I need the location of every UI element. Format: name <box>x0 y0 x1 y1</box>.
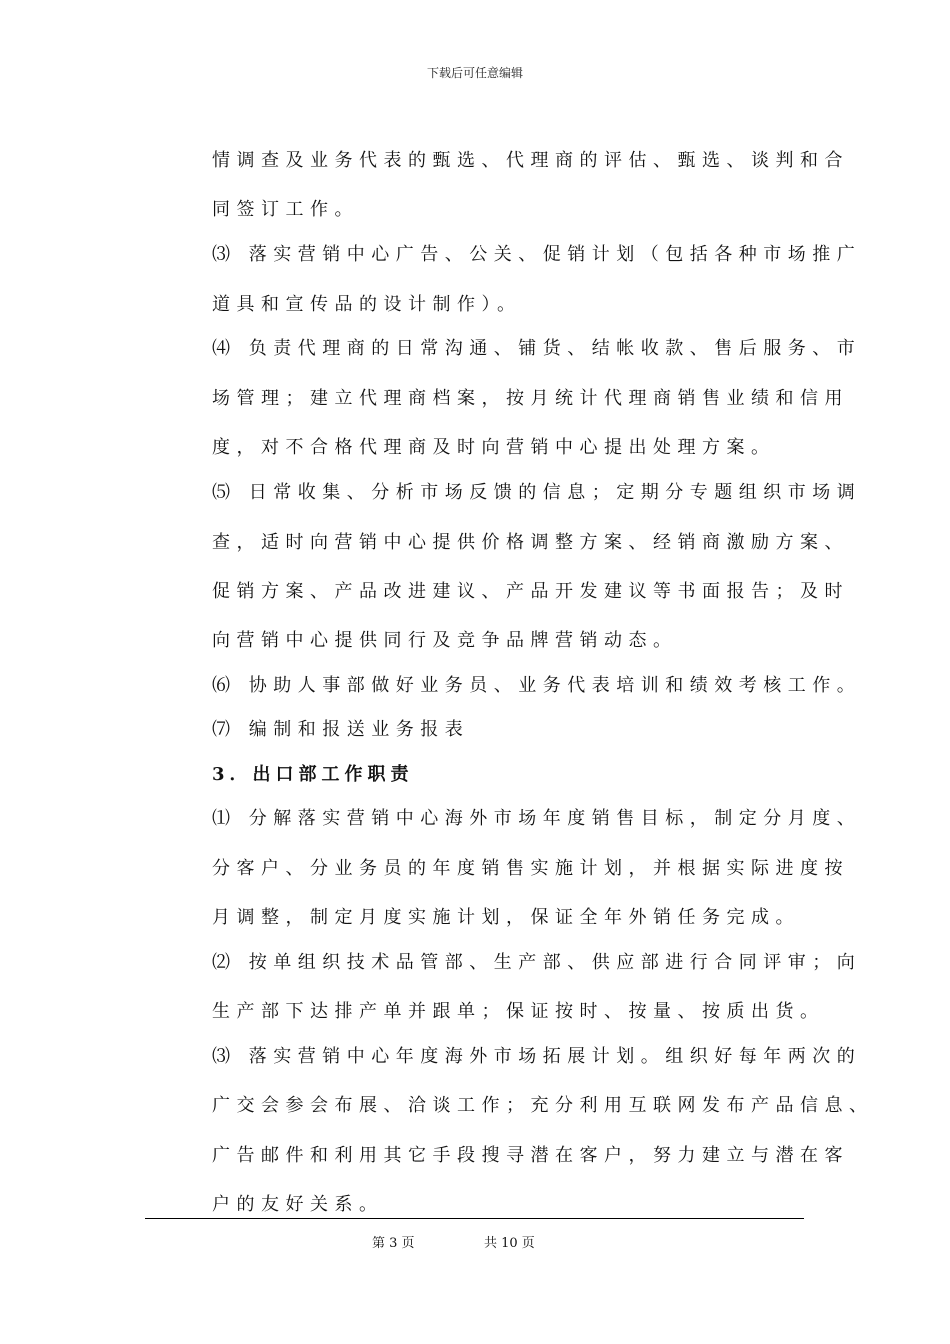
header-note: 下载后可任意编辑 <box>426 66 523 80</box>
body-line: 查，适时向营销中心提供价格调整方案、经销商激励方案、 <box>212 532 849 553</box>
body-line: 情调查及业务代表的甄选、代理商的评估、甄选、谈判和合 <box>212 150 849 171</box>
body-line: 道具和宣传品的设计制作）。 <box>212 294 522 315</box>
body-line: 月调整，制定月度实施计划，保证全年外销任务完成。 <box>212 907 800 928</box>
body-line: 同签订工作。 <box>212 199 359 220</box>
body-line: 场管理；建立代理商档案，按月统计代理商销售业绩和信用 <box>212 388 849 409</box>
body-line: 户的友好关系。 <box>212 1194 384 1215</box>
footer-page-total: 共 10 页 <box>484 1236 535 1251</box>
body-line: 分客户、分业务员的年度销售实施计划，并根据实际进度按 <box>212 858 849 879</box>
footer-divider <box>145 1218 804 1219</box>
list-item-3: ⑶ 落实营销中心广告、公关、促销计划（包括各种市场推广 <box>212 244 862 265</box>
body-line: 生产部下达排产单并跟单；保证按时、按量、按质出货。 <box>212 1001 825 1022</box>
footer-page-number: 第 3 页 <box>372 1236 415 1251</box>
section-heading: 3．出口部工作职责 <box>212 764 414 785</box>
body-line: 广告邮件和利用其它手段搜寻潜在客户，努力建立与潜在客 <box>212 1145 849 1166</box>
body-line: 向营销中心提供同行及竞争品牌营销动态。 <box>212 630 678 651</box>
body-line: 促销方案、产品改进建议、产品开发建议等书面报告；及时 <box>212 581 849 602</box>
body-line: 度，对不合格代理商及时向营销中心提出处理方案。 <box>212 437 776 458</box>
list-item-4: ⑷ 负责代理商的日常沟通、铺货、结帐收款、售后服务、市 <box>212 338 862 359</box>
list-item-5: ⑸ 日常收集、分析市场反馈的信息；定期分专题组织市场调 <box>212 482 862 503</box>
list-item-2: ⑵ 按单组织技术品管部、生产部、供应部进行合同评审；向 <box>212 952 862 973</box>
list-item-3b: ⑶ 落实营销中心年度海外市场拓展计划。组织好每年两次的 <box>212 1046 862 1067</box>
body-line: 广交会参会布展、洽谈工作；充分利用互联网发布产品信息、 <box>212 1095 874 1116</box>
list-item-1: ⑴ 分解落实营销中心海外市场年度销售目标，制定分月度、 <box>212 808 862 829</box>
list-item-6: ⑹ 协助人事部做好业务员、业务代表培训和绩效考核工作。 <box>212 675 862 696</box>
list-item-7: ⑺ 编制和报送业务报表 <box>212 719 470 740</box>
